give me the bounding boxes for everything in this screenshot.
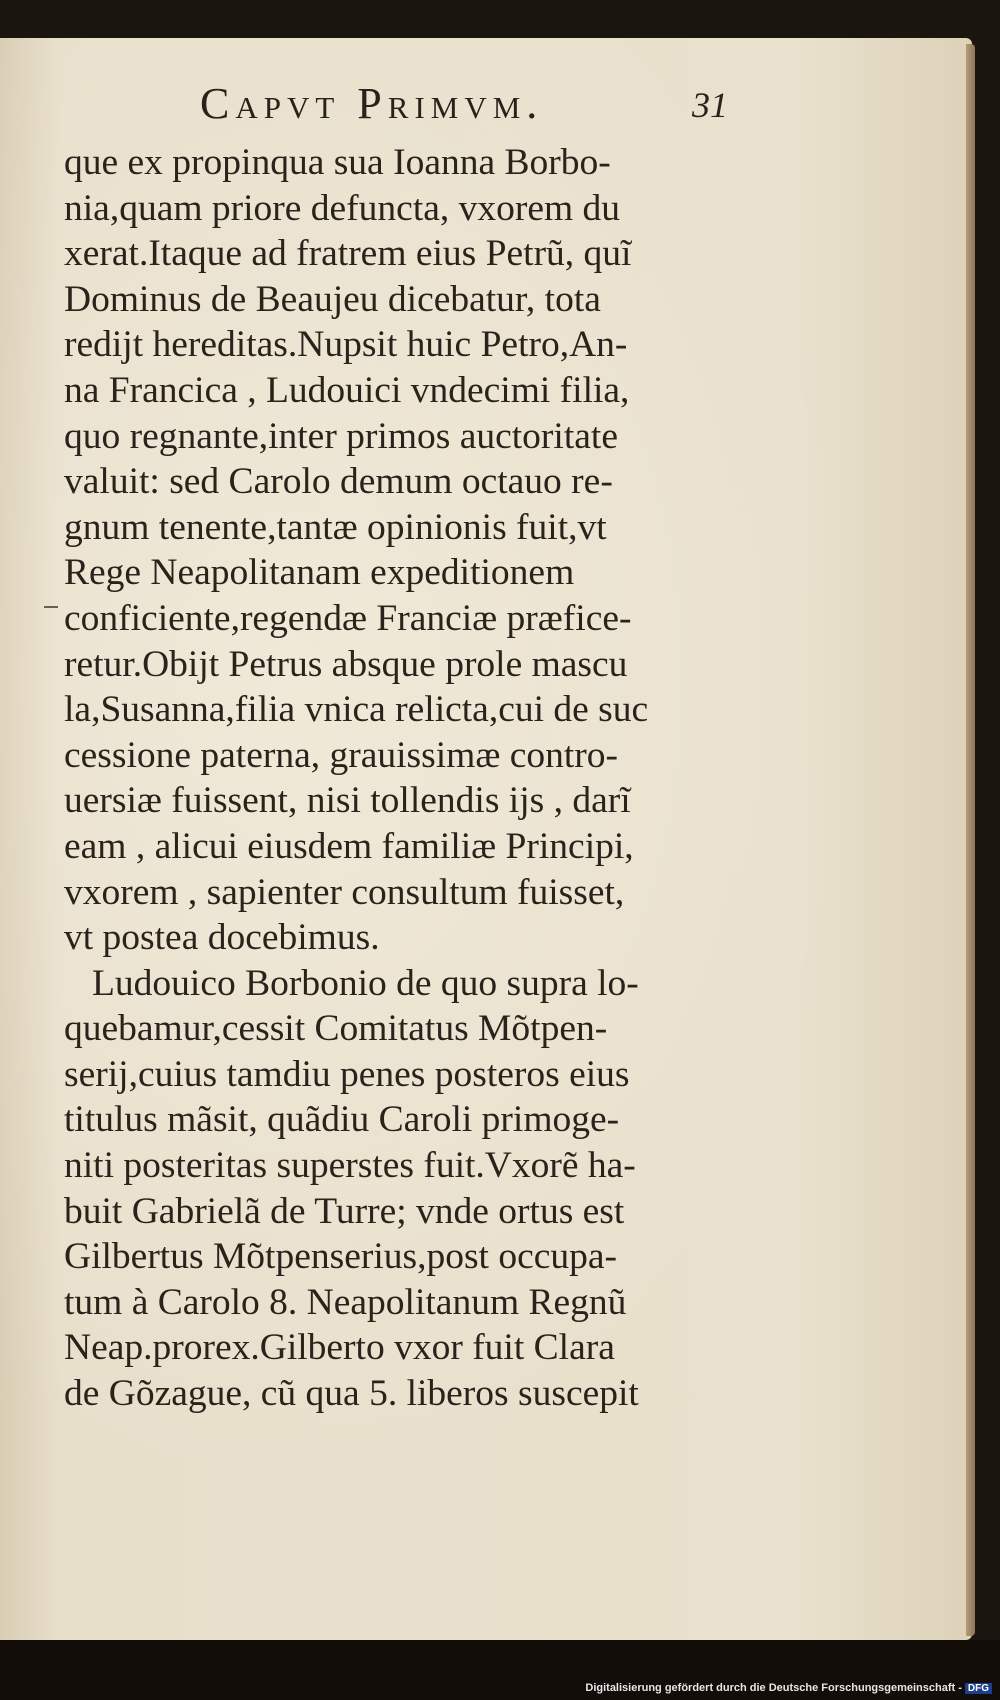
text-line: na Francica , Ludouici vndecimi filia,: [64, 369, 630, 411]
text-line: conficiente,regendæ Franciæ præfice-: [64, 597, 632, 639]
text-line: vxorem , sapienter consultum fuisset,: [64, 871, 625, 913]
text-line: quebamur,cessit Comitatus Mõtpen-: [64, 1008, 608, 1050]
text-line: de Gõzague, cũ qua 5. liberos suscepit: [64, 1373, 639, 1415]
text-line: Gilbertus Mõtpenserius,post occupa-: [64, 1236, 618, 1278]
text-line: uersiæ fuissent, nisi tollendis ijs , darĩ: [64, 780, 631, 822]
margin-mark: [44, 606, 58, 608]
text-line: Dominus de Beaujeu dicebatur, tota: [64, 278, 601, 320]
text-line: buit Gabrielã de Turre; vnde ortus est: [64, 1190, 625, 1232]
text-line: nia,quam priore defuncta, vxorem du: [64, 187, 621, 229]
text-line: redijt hereditas.Nupsit huic Petro,An-: [64, 324, 628, 366]
text-line: Neap.prorex.Gilberto vxor fuit Clara: [64, 1327, 615, 1369]
text-line: cessione paterna, grauissimæ contro-: [64, 734, 619, 776]
text-line: titulus mãsit, quãdiu Caroli primoge-: [64, 1099, 620, 1141]
text-line: quo regnante,inter primos auctoritate: [64, 415, 618, 457]
text-line: eam , alicui eiusdem familiæ Principi,: [64, 825, 634, 867]
footer-text: Digitalisierung gefördert durch die Deutsche Forschungsgemeinschaft -: [585, 1682, 962, 1694]
page-edge: [966, 44, 975, 1636]
text-line: vt postea docebimus.: [64, 917, 380, 959]
text-line: la,Susanna,filia vnica relicta,cui de suc: [64, 689, 649, 731]
running-head: Capvt Primvm.: [200, 79, 544, 128]
text-line: retur.Obijt Petrus absque prole mascu: [64, 643, 628, 685]
text-line: tum à Carolo 8. Neapolitanum Regnũ: [64, 1281, 627, 1323]
text-line: xerat.Itaque ad fratrem eius Petrũ, quĩ: [64, 233, 632, 275]
text-line: niti posteritas superstes fuit.Vxorẽ ha-: [64, 1145, 636, 1187]
text-block: [64, 140, 764, 1417]
text-line: gnum tenente,tantæ opinionis fuit,vt: [64, 506, 607, 548]
dfg-logo: DFG: [965, 1683, 992, 1694]
text-line: Rege Neapolitanam expeditionem: [64, 552, 575, 594]
page-number: 31: [692, 85, 728, 125]
digitization-footer: [585, 1682, 992, 1694]
text-line: que ex propinqua sua Ioanna Borbo-: [64, 142, 611, 183]
text-line: valuit: sed Carolo demum octauo re-: [64, 461, 613, 503]
paragraph-start-line: Ludouico Borbonio de quo supra lo-: [92, 962, 639, 1004]
text-line: serij,cuius tamdiu penes posteros eius: [64, 1053, 630, 1095]
